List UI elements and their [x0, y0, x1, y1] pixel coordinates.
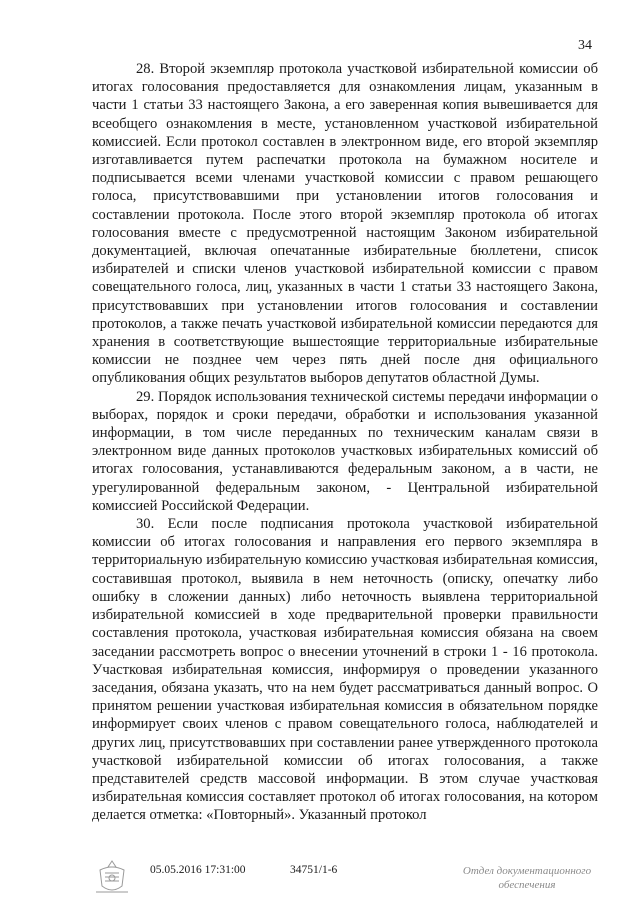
- paragraph-29: 29. Порядок использования технической системы передачи информации о выборах, порядок и сроки передачи, обработки и использования указанной информации, в том числе переданных по техническим каналам связи в электронном виде данных протоколов участковых избирательных комиссий об итогах голосования, устанавливаются федеральным законом, а в части, не урегулированной федеральным законом, - Центральной избирательной комиссией Российской Федерации.: [92, 388, 598, 514]
- document-body: [92, 60, 598, 825]
- stamp-line-2: обеспечения: [498, 879, 556, 891]
- coat-of-arms-icon: [92, 858, 132, 896]
- paragraph-30: 30. Если после подписания протокола участковой избирательной комиссии об итогах голосования и направления его первого экземпляра в территориальную избирательную комиссию участковая избирательная комиссия, составившая протокол, выявила в нем неточность (описку, опечатку либо ошибку в сложении данных) либо неточность выявлена территориальной избирательной комиссией в ходе предварительной проверки правильности составления протокола, участковая избирательная комиссия обязана на своем заседании рассмотреть вопрос о внесении уточнений в строки 1 - 16 протокола. Участковая избирательная комиссия, информируя о проведении указанного заседания, обязана указать, что на нем будет рассматриваться данный вопрос. О принятом решении участковая избирательная комиссия в обязательном порядке информирует своих членов с правом совещательного голоса, наблюдателей и других лиц, присутствовавших при составлении ранее утвержденного протокола участковой избирательной комиссии об итогах голосования, а также представителей средств массовой информации. В этом случае участковая избирательная комиссия составляет протокол об итогах голосования, на котором делается отметка: «Повторный». Указанный протокол: [92, 516, 598, 824]
- stamp-line-1: Отдел документационного: [462, 865, 592, 877]
- footer-date: 05.05.2016 17:31:00: [150, 864, 246, 876]
- department-stamp: [452, 864, 602, 892]
- paragraph-28: 28. Второй экземпляр протокола участковой избирательной комиссии об итогах голосования предоставляется для ознакомления лицам, указанным в части 1 статьи 33 настоящего Закона, а его заверенная копия вывешивается для всеобщего ознакомления в месте, установленном участковой избирательной комиссией. Если протокол составлен в электронном виде, его второй экземпляр изготавливается путем распечатки протокола на бумажном носителе и подписывается всеми членами участковой комиссии с правом решающего голоса, присутствовавшими при установлении итогов голосования и составлении протокола. После этого второй экземпляр протокола об итогах голосования вместе с предусмотренной настоящим Законом избирательной документацией, включая опечатанные избирательные бюллетени, список избирателей и списки членов участковой избирательной комиссии с правом совещательного голоса, лиц, указанных в части 1 статьи 33 настоящего Закона, присутствовавших при установлении итогов голосования и составлении протоколов, а также печать участковой избирательной комиссии передаются для хранения в соответствующие вышестоящие территориальные избирательные комиссии не позднее чем через пять дней после дня официального опубликования общих результатов выборов депутатов областной Думы.: [92, 61, 598, 387]
- footer-document-number: 34751/1-6: [290, 864, 338, 876]
- page-number: 34: [578, 38, 592, 53]
